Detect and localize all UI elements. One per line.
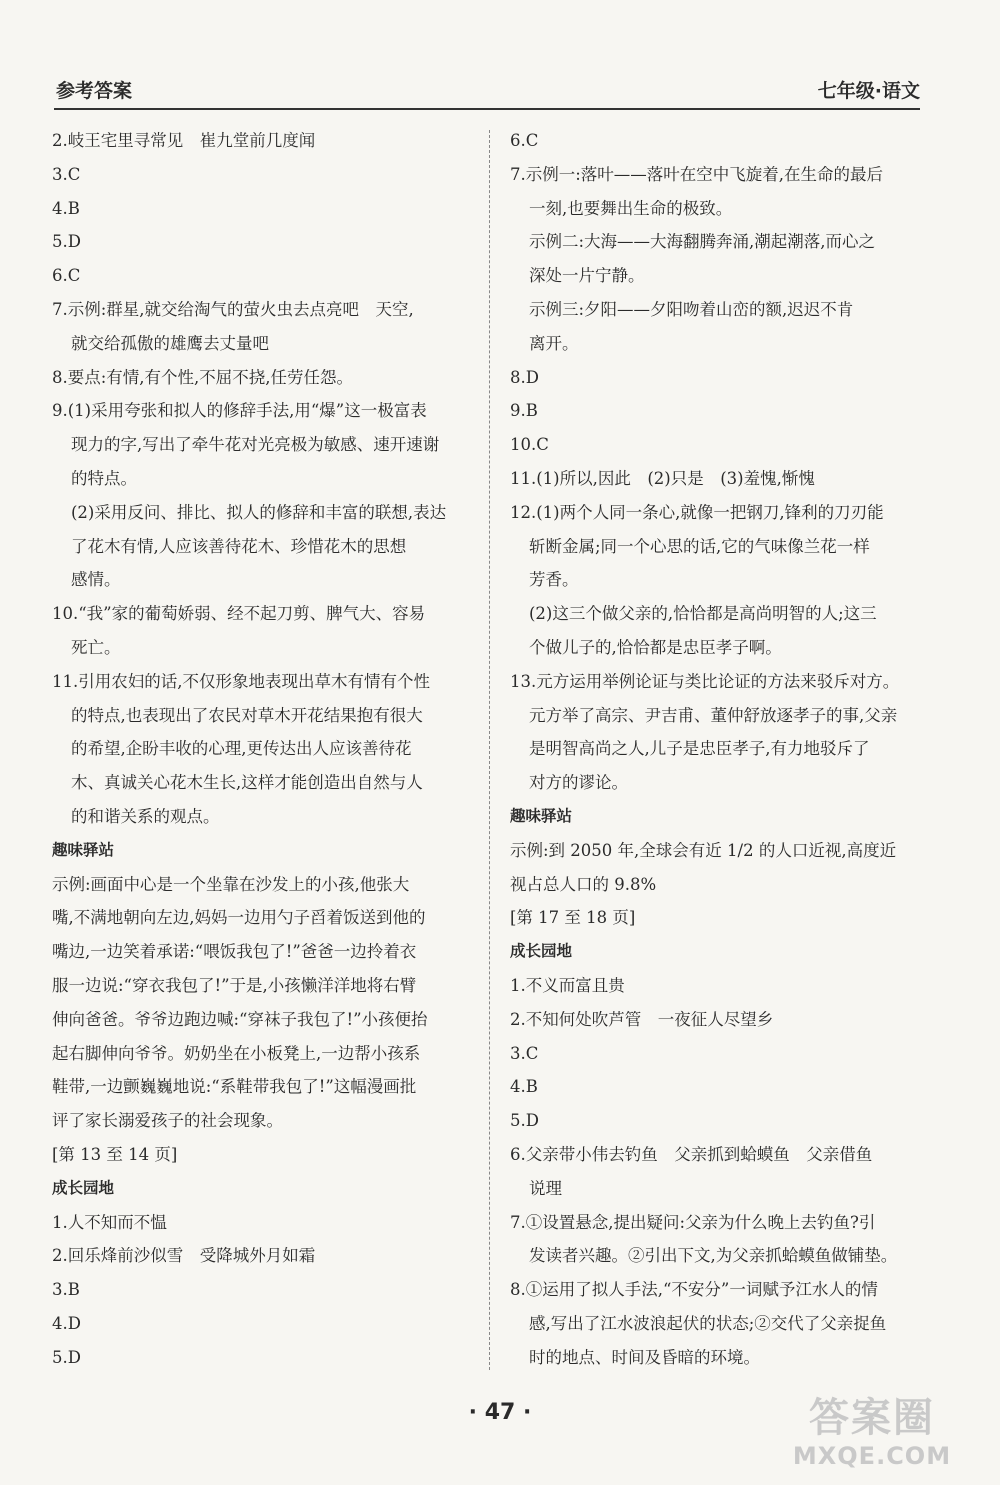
answer-line: (2)采用反问、排比、拟人的修辞和丰富的联想,表达: [71, 502, 447, 522]
answer-line: 5.D: [52, 232, 81, 252]
answer-line: 11.(1)所以,因此 (2)只是 (3)羞愧,惭愧: [510, 468, 815, 488]
column-divider: [489, 130, 490, 1370]
watermark-text: 答案圈: [809, 1395, 935, 1441]
answer-line: 9.(1)采用夸张和拟人的修辞手法,用“爆”这一极富表: [52, 401, 427, 421]
answer-line: 2.岐王宅里寻常见 崔九堂前几度闻: [52, 131, 316, 150]
answer-line: 10.C: [510, 435, 549, 455]
answer-line: 示例二:大海——大海翻腾奔涌,潮起潮落,而心之: [529, 232, 876, 252]
answer-line: 6.C: [510, 131, 539, 150]
answer-line: 4.B: [52, 198, 80, 218]
answer-line: 视占总人口的 9.8%: [510, 874, 657, 894]
answer-line: 6.C: [52, 266, 81, 286]
answer-line: 发读者兴趣。②引出下文,为父亲抓蛤蟆鱼做铺垫。: [529, 1246, 898, 1266]
answer-line: 5.D: [52, 1347, 81, 1367]
answer-line: 7.示例一:落叶——落叶在空中飞旋着,在生命的最后: [510, 164, 884, 184]
answer-line: 11.引用农妇的话,不仅形象地表现出草木有情有个性: [52, 671, 430, 691]
answer-line: 12.(1)两个人同一条心,就像一把钢刀,锋利的刀刃能: [510, 502, 884, 522]
answer-line: 13.元方运用举例论证与类比论证的方法来驳斥对方。: [510, 671, 900, 691]
section-heading: 成长园地: [52, 1178, 115, 1197]
answer-line: 示例:画面中心是一个坐靠在沙发上的小孩,他张大: [52, 874, 410, 894]
answer-line: 5.D: [510, 1111, 539, 1131]
answer-line: 8.D: [510, 367, 539, 387]
answer-line: 鞋带,一边颤巍巍地说:“系鞋带我包了!”这幅漫画批: [52, 1077, 417, 1097]
page-number: · 47 ·: [468, 1400, 532, 1425]
answer-line: 伸向爸爸。爷爷边跑边喊:“穿袜子我包了!”小孩便抬: [52, 1009, 428, 1029]
answer-line: 4.B: [510, 1077, 538, 1097]
answer-line: 的希望,企盼丰收的心理,更传达出人应该善待花: [71, 739, 412, 759]
answer-line: 评了家长溺爱孩子的社会现象。: [52, 1111, 283, 1131]
section-heading: 成长园地: [510, 942, 573, 961]
answer-line: 时的地点、时间及昏暗的环境。: [529, 1347, 760, 1367]
answer-line: 的和谐关系的观点。: [71, 806, 220, 826]
answer-line: 7.①设置悬念,提出疑问:父亲为什么晚上去钓鱼?引: [510, 1212, 876, 1232]
answer-line: 现力的字,写出了牵牛花对光亮极为敏感、速开速谢: [71, 435, 440, 455]
answer-line: 2.回乐烽前沙似雪 受降城外月如霜: [52, 1246, 316, 1266]
answer-line: 个做儿子的,恰恰都是忠臣孝子啊。: [529, 637, 782, 657]
answer-line: 4.D: [52, 1313, 81, 1333]
answer-line: 离开。: [529, 333, 579, 353]
answer-line: 6.父亲带小伟去钓鱼 父亲抓到蛤蟆鱼 父亲借鱼: [510, 1144, 873, 1164]
left-column: [52, 124, 472, 1374]
answer-line: 深处一片宁静。: [529, 266, 645, 286]
section-heading: 趣味驿站: [52, 840, 115, 859]
answer-line: 1.人不知而不愠: [52, 1212, 167, 1232]
answer-line: [第 13 至 14 页]: [52, 1144, 178, 1164]
answer-line: [第 17 至 18 页]: [510, 908, 636, 928]
answer-line: 的特点,也表现出了农民对草木开花结果抱有很大: [71, 705, 423, 725]
answer-line: 芳香。: [529, 570, 579, 590]
answer-line: 感,写出了江水波浪起伏的状态;②交代了父亲捉鱼: [529, 1313, 887, 1333]
answer-line: 起右脚伸向爷爷。奶奶坐在小板凳上,一边帮小孩系: [52, 1043, 421, 1063]
answer-line: 10.“我”家的葡萄娇弱、经不起刀剪、脾气大、容易: [52, 604, 426, 624]
answer-line: 8.要点:有情,有个性,不屈不挠,任劳任怨。: [52, 367, 354, 387]
header-subject: 七年级·语文: [817, 80, 920, 102]
answer-line: 感情。: [71, 570, 121, 590]
section-heading: 趣味驿站: [510, 806, 573, 825]
answer-line: 木、真诚关心花木生长,这样才能创造出自然与人: [71, 773, 423, 793]
answer-line: 3.C: [52, 164, 81, 184]
answer-line: 的特点。: [71, 468, 137, 488]
answer-line: 服一边说:“穿衣我包了!”于是,小孩懒洋洋地将右臂: [52, 975, 417, 995]
answer-line: 示例:到 2050 年,全球会有近 1/2 的人口近视,高度近: [510, 840, 897, 860]
page-header: [54, 74, 920, 110]
answer-line: 示例三:夕阳——夕阳吻着山峦的额,迟迟不肯: [529, 299, 854, 319]
answer-line: 元方举了高宗、尹吉甫、董仲舒放逐孝子的事,父亲: [529, 705, 898, 725]
answer-line: 一刻,也要舞出生命的极致。: [529, 198, 733, 218]
answer-line: 了花木有情,人应该善待花木、珍惜花木的思想: [71, 536, 407, 556]
watermark-logo: [772, 1395, 972, 1475]
answer-line: 2.不知何处吹芦管 一夜征人尽望乡: [510, 1009, 774, 1029]
header-title: 参考答案: [56, 80, 133, 102]
answer-line: 8.①运用了拟人手法,“不安分”一词赋予江水人的情: [510, 1280, 878, 1300]
answer-line: 斩断金属;同一个心思的话,它的气味像兰花一样: [529, 536, 870, 556]
answer-line: 对方的谬论。: [529, 773, 628, 793]
answer-line: 7.示例:群星,就交给淘气的萤火虫去点亮吧 天空,: [52, 299, 414, 319]
answer-line: 死亡。: [71, 637, 121, 657]
answer-line: (2)这三个做父亲的,恰恰都是高尚明智的人;这三: [529, 604, 877, 624]
answer-line: 说理: [529, 1178, 562, 1198]
answer-line: 就交给孤傲的雄鹰去丈量吧: [71, 333, 269, 353]
watermark-url: MXQE.COM: [792, 1442, 952, 1470]
answer-line: 嘴边,一边笑着承诺:“喂饭我包了!”爸爸一边拎着衣: [52, 942, 417, 962]
answer-line: 1.不义而富且贵: [510, 975, 625, 995]
answer-line: 嘴,不满地朝向左边,妈妈一边用勺子舀着饭送到他的: [52, 908, 426, 928]
answer-line: 9.B: [510, 401, 538, 421]
answer-line: 3.C: [510, 1043, 539, 1063]
answer-line: 3.B: [52, 1280, 80, 1300]
right-column: [510, 124, 930, 1374]
answer-line: 是明智高尚之人,儿子是忠臣孝子,有力地驳斥了: [529, 739, 870, 759]
